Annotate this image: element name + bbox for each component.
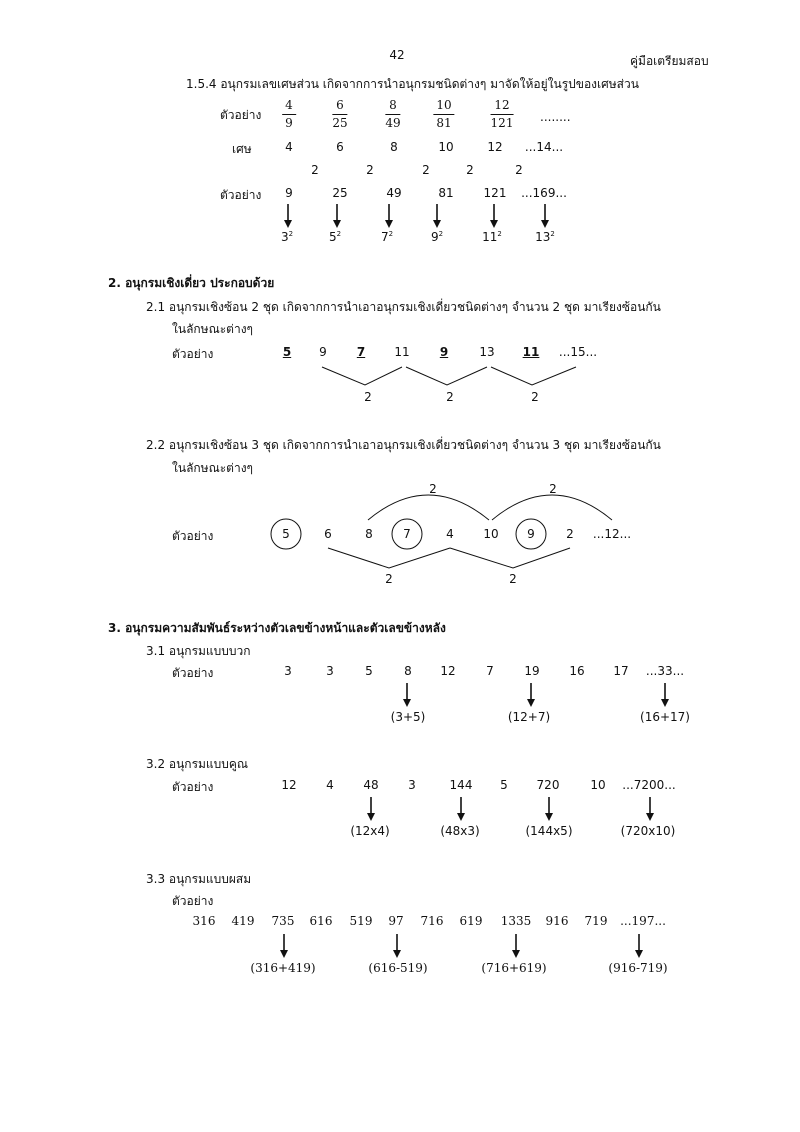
circled-term bbox=[271, 519, 301, 549]
fraction: $\frac{6}{25}$ bbox=[332, 98, 348, 130]
numerator-term: 6 bbox=[336, 140, 344, 154]
section-3-2-title: 3.2 อนุกรมแบบคูณ bbox=[146, 757, 249, 771]
series-term: 8 bbox=[404, 664, 412, 678]
numerator-term: 10 bbox=[438, 140, 454, 154]
numerator-term: 8 bbox=[390, 140, 398, 154]
difference-label: 2 bbox=[509, 572, 517, 586]
series-term: 735 bbox=[271, 914, 295, 928]
series-term: 10 bbox=[590, 778, 606, 792]
series-term: 419 bbox=[231, 914, 255, 928]
denominator-term: 25 bbox=[332, 186, 348, 200]
series-term: 616 bbox=[309, 914, 333, 928]
series-term: 12 bbox=[440, 664, 456, 678]
section-2-heading: 2. อนุกรมเชิงเดี่ยว ประกอบด้วย bbox=[108, 276, 275, 290]
explanation: (12x4) bbox=[350, 824, 390, 838]
explanation: (144x5) bbox=[525, 824, 573, 838]
example-label: ตัวอย่าง bbox=[172, 347, 214, 361]
fraction: $\frac{8}{49}$ bbox=[385, 98, 401, 130]
difference-arc bbox=[368, 495, 489, 520]
explanation: (12+7) bbox=[507, 710, 551, 724]
series-term: 17 bbox=[613, 664, 629, 678]
section-3-1-title: 3.1 อนุกรมแบบบวก bbox=[146, 644, 251, 658]
fraction: $\frac{10}{81}$ bbox=[433, 97, 454, 132]
difference-label: 2 bbox=[366, 163, 374, 177]
denominator-term: 9 bbox=[285, 186, 293, 200]
numerator-term: 12 bbox=[487, 140, 503, 154]
explanation: (916-719) bbox=[608, 961, 668, 975]
difference-label: 2 bbox=[549, 482, 557, 496]
series-term: 3 bbox=[326, 664, 334, 678]
square-term: $3^2$ bbox=[280, 230, 294, 244]
series-term: 3 bbox=[408, 778, 416, 792]
section-3-heading: 3. อนุกรมความสัมพันธ์ระหว่างตัวเลขข้างหน้าและตัวเลขข้างหลัง bbox=[108, 621, 446, 635]
square-term: $5^2$ bbox=[328, 230, 342, 244]
series-term: 4 bbox=[326, 778, 334, 792]
series-term: 16 bbox=[569, 664, 585, 678]
denominator-term: ...169... bbox=[521, 186, 567, 200]
series-term: 5 bbox=[282, 527, 290, 541]
difference-label: 2 bbox=[466, 163, 474, 177]
series-term: 619 bbox=[459, 914, 483, 928]
difference-bracket bbox=[322, 367, 402, 385]
series-term: 4 bbox=[446, 527, 454, 541]
series-term: 7 bbox=[486, 664, 494, 678]
explanation: (720x10) bbox=[620, 824, 676, 838]
series-term: 3 bbox=[284, 664, 292, 678]
circled-term bbox=[516, 519, 546, 549]
shapes-2-2 bbox=[271, 495, 612, 568]
difference-label: 2 bbox=[385, 572, 393, 586]
series-term: 5 bbox=[282, 345, 292, 359]
example-label: ตัวอย่าง bbox=[172, 666, 214, 680]
series-term: 144 bbox=[449, 778, 473, 792]
series-term: ...197... bbox=[620, 914, 666, 928]
explanation: (3+5) bbox=[390, 710, 426, 724]
arrows-1-5-4 bbox=[288, 204, 545, 224]
difference-label: 2 bbox=[531, 390, 539, 404]
page-number: 42 bbox=[389, 48, 405, 62]
series-term: 11 bbox=[394, 345, 410, 359]
series-term: 8 bbox=[365, 527, 373, 541]
series-term: 9 bbox=[439, 345, 449, 359]
series-term: 19 bbox=[524, 664, 540, 678]
series-term: 2 bbox=[566, 527, 574, 541]
numerator-term: ...14... bbox=[524, 140, 564, 154]
section-2-1-line2: ในลักษณะต่างๆ bbox=[172, 322, 254, 336]
arrows-3-2 bbox=[371, 797, 650, 817]
section-1-5-4-heading: 1.5.4 อนุกรมเลขเศษส่วน เกิดจากการนำอนุกรมชนิดต่างๆ มาจัดให้อยู่ในรูปของเศษส่วน bbox=[186, 77, 639, 91]
square-term: $9^2$ bbox=[430, 230, 444, 244]
series-term: 916 bbox=[545, 914, 569, 928]
series-term: 316 bbox=[192, 914, 216, 928]
series-term: 97 bbox=[388, 914, 404, 928]
denominator-term: 121 bbox=[483, 186, 507, 200]
series-term: 9 bbox=[527, 527, 535, 541]
fraction: $\frac{12}{121}$ bbox=[490, 98, 514, 130]
difference-bracket bbox=[450, 548, 570, 568]
example-label: ตัวอย่าง bbox=[172, 894, 214, 908]
difference-label: 2 bbox=[422, 163, 430, 177]
series-term: 7 bbox=[356, 345, 366, 359]
series-term: ...7200... bbox=[622, 778, 676, 792]
series-term: 716 bbox=[420, 914, 444, 928]
denominator-term: 49 bbox=[386, 186, 402, 200]
explanation: (16+17) bbox=[640, 710, 690, 724]
series-term: 1335 bbox=[500, 914, 532, 928]
arrows-3-1 bbox=[407, 683, 665, 703]
example-label: ตัวอย่าง bbox=[172, 529, 214, 543]
difference-arc bbox=[492, 495, 612, 520]
numerator-label: เศษ bbox=[232, 142, 252, 156]
example-label: ตัวอย่าง bbox=[172, 780, 214, 794]
denominator-term: 81 bbox=[438, 186, 454, 200]
square-term: $13^2$ bbox=[535, 230, 555, 244]
section-2-2-line1: 2.2 อนุกรมเชิงซ้อน 3 ชุด เกิดจากการนำเอาอนุกรมเชิงเดี่ยวชนิดต่างๆ จำนวน 3 ชุด มาเรียงซ้อนกัน bbox=[146, 438, 661, 452]
difference-label: 2 bbox=[446, 390, 454, 404]
square-term: $11^2$ bbox=[482, 230, 502, 244]
series-term: 6 bbox=[324, 527, 332, 541]
series-term: 48 bbox=[363, 778, 379, 792]
difference-label: 2 bbox=[515, 163, 523, 177]
difference-label: 2 bbox=[429, 482, 437, 496]
series-term: ...33... bbox=[645, 664, 685, 678]
series-term: 13 bbox=[479, 345, 495, 359]
series-term: 7 bbox=[403, 527, 411, 541]
example-label: ตัวอย่าง bbox=[220, 108, 262, 122]
series-term: 5 bbox=[365, 664, 373, 678]
explanation: (316+419) bbox=[250, 961, 316, 975]
difference-bracket bbox=[328, 548, 450, 568]
section-2-1-line1: 2.1 อนุกรมเชิงซ้อน 2 ชุด เกิดจากการนำเอาอนุกรมเชิงเดี่ยวชนิดต่างๆ จำนวน 2 ชุด มาเรียงซ้อนกัน bbox=[146, 300, 661, 314]
section-3-3-title: 3.3 อนุกรมแบบผสม bbox=[146, 872, 252, 886]
difference-bracket bbox=[491, 367, 576, 385]
explanation: (616-519) bbox=[368, 961, 428, 975]
series-term: ...12... bbox=[592, 527, 632, 541]
section-2-2-line2: ในลักษณะต่างๆ bbox=[172, 461, 254, 475]
fraction-ellipsis: ........ bbox=[540, 110, 571, 124]
series-term: 10 bbox=[483, 527, 499, 541]
series-term: 11 bbox=[522, 345, 540, 359]
series-term: 519 bbox=[349, 914, 373, 928]
circled-term bbox=[392, 519, 422, 549]
difference-label: 2 bbox=[311, 163, 319, 177]
arrows-3-3 bbox=[284, 934, 639, 954]
difference-bracket bbox=[406, 367, 487, 385]
series-term: 5 bbox=[500, 778, 508, 792]
square-term: $7^2$ bbox=[380, 230, 394, 244]
series-term: ...15... bbox=[558, 345, 598, 359]
explanation: (48x3) bbox=[440, 824, 480, 838]
numerator-term: 4 bbox=[285, 140, 293, 154]
series-term: 9 bbox=[319, 345, 327, 359]
difference-label: 2 bbox=[364, 390, 372, 404]
brackets-2-1 bbox=[322, 367, 576, 385]
series-term: 12 bbox=[281, 778, 297, 792]
fraction: $\frac{4}{9}$ bbox=[282, 97, 296, 132]
series-term: 720 bbox=[536, 778, 560, 792]
series-term: 719 bbox=[584, 914, 608, 928]
explanation: (716+619) bbox=[481, 961, 547, 975]
book-title: คู่มือเตรียมสอบ bbox=[630, 54, 709, 68]
example-label: ตัวอย่าง bbox=[220, 188, 262, 202]
